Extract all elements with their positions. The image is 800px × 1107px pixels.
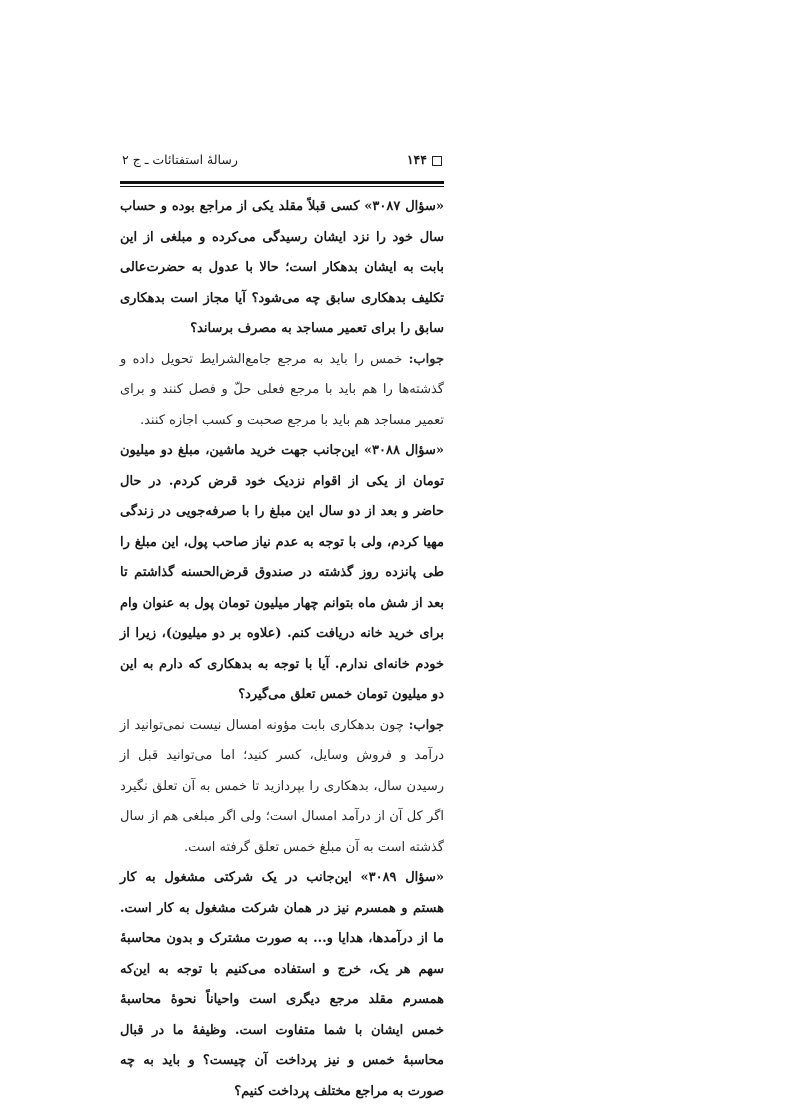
question-paragraph: «سؤال ۳۰۸۷» کسی قبلاً مقلد یکی از مراجع بوده و حساب سال خود را نزد ایشان رسیدگی می‌کرده و مبلغی از این بابت به ایشان بدهکار است؛ حالا با عدول به حضرت‌عالی تکلیف بدهکاری سابق چه می‌شود؟ آیا مجاز است بدهکاری سابق را برای تعمیر مساجد به مصرف برساند؟	[120, 199, 444, 336]
page-number: ۱۴۴	[407, 152, 442, 167]
square-ornament-icon	[432, 156, 442, 166]
answer-paragraph: جواب: چون بدهکاری بابت مؤونه امسال نیست نمی‌توانید از درآمد و فروش وسایل، کسر کنید؛ اما می‌توانید قبل از رسیدن سال، بدهکاری را بپردازید تا خمس به آن تعلق نگیرد اگر کل آن از درآمد امسال است؛ ولی اگر مبلغی هم از سال گذشته است به آن مبلغ خمس تعلق گرفته است.	[120, 717, 444, 855]
answer-paragraph: جواب: خمس را باید به مرجع جامع‌الشرایط تحویل داده و گذشته‌ها را هم باید با مرجع فعلی حلّ و فصل کنند و برای تعمیر مساجد هم باید با مرجع صحبت و کسب اجازه کنند.	[120, 351, 444, 428]
page-header	[120, 150, 444, 172]
running-title: رسالهٔ استفتائات ـ ج ۲	[122, 152, 238, 167]
question-paragraph: «سؤال ۳۰۸۸» این‌جانب جهت خرید ماشین، مبلغ دو میلیون تومان از یکی از اقوام نزدیک خود قرض کردم. در حال حاضر و بعد از دو سال این مبلغ را با صرفه‌جویی در زندگی مهیا کردم، ولی با توجه به عدم نیاز صاحب پول، این مبلغ را طی پانزده روز گذشته در صندوق قرض‌الحسنه گذاشتم تا بعد از شش ماه بتوانم چهار میلیون تومان پول به عنوان وام برای خرید خانه دریافت کنم. (علاوه بر دو میلیون)، زیرا از خودم خانه‌ای ندارم. آیا با توجه به بدهکاری که دارم به این دو میلیون تومان خمس تعلق می‌گیرد؟	[120, 443, 444, 702]
page-body	[120, 192, 444, 1107]
book-page	[120, 0, 444, 1100]
header-rule-thin	[120, 186, 444, 187]
question-paragraph: «سؤال ۳۰۸۹» این‌جانب در یک شرکتی مشغول به کار هستم و همسرم نیز در همان شرکت مشغول به کار است. ما از درآمدها، هدایا و... به صورت مشترک و بدون محاسبهٔ سهم هر یک، خرج و استفاده می‌کنیم با توجه به این‌که همسرم مقلد مرجع دیگری است واحیاناً نحوهٔ محاسبهٔ خمس ایشان با شما متفاوت است. وظیفهٔ ما در قبال محاسبهٔ خمس و نیز پرداخت آن چیست؟ و باید به چه صورت به مراجع مختلف پرداخت کنیم؟	[120, 870, 444, 1099]
header-rule-thick	[120, 181, 444, 184]
